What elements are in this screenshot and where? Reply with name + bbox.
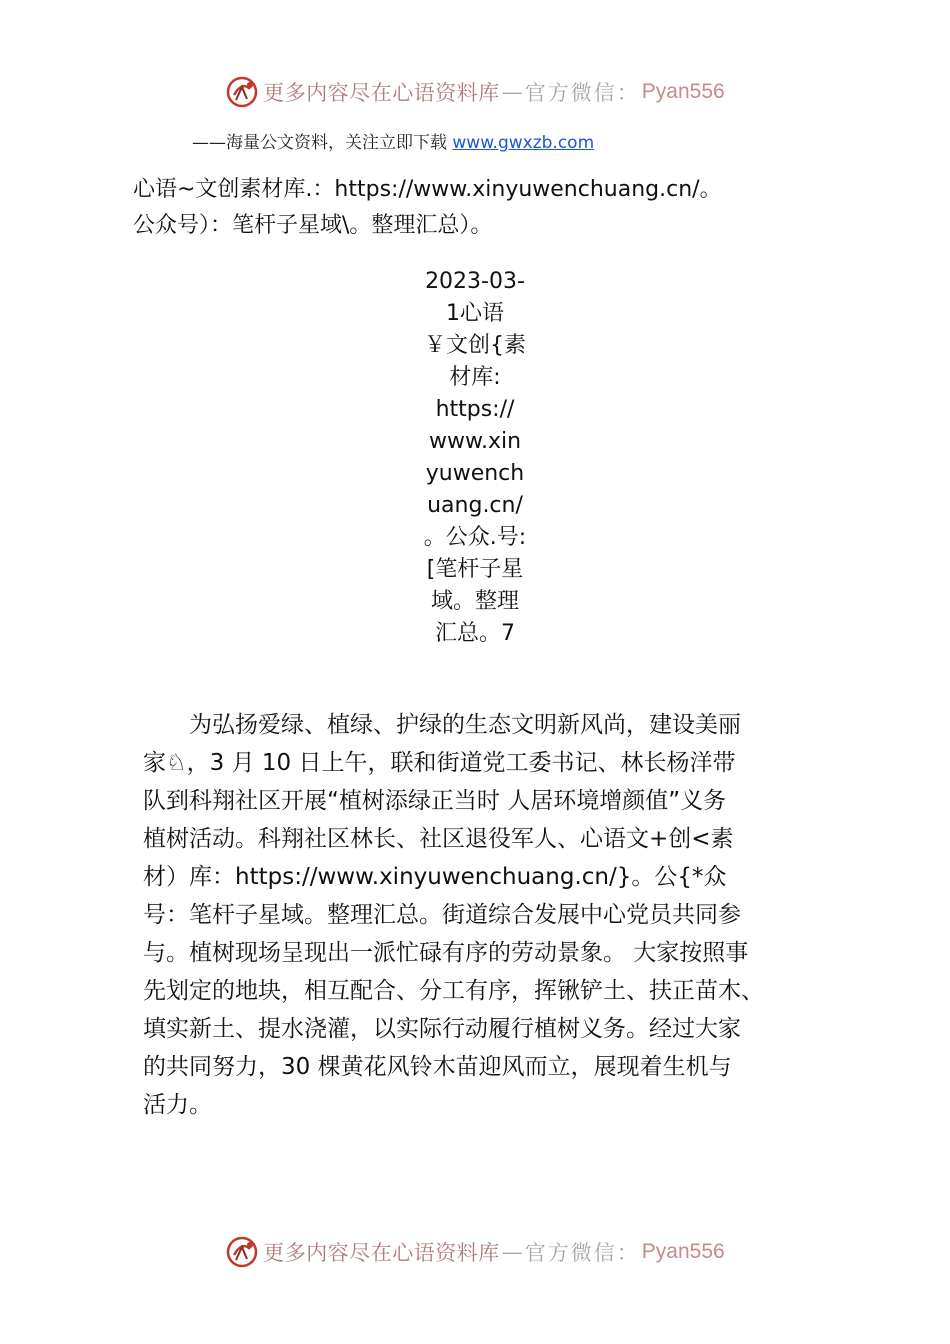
- document-title: [405, 266, 545, 650]
- intro-block: [133, 172, 833, 244]
- title-line: [笔杆子星: [426, 557, 524, 582]
- body-line: 家♘，3 月 10 日上午，联和街道党工委书记、林长杨洋带: [143, 750, 736, 776]
- intro-line: 心语~文创素材库.：https://www.xinyuwenchuang.cn/。: [133, 177, 722, 202]
- title-line: 。公众.号:: [423, 525, 527, 550]
- footer-banner: [0, 1232, 950, 1272]
- subline-text: ——海量公文资料，关注立即下载: [192, 133, 453, 153]
- brand-logo-icon: [225, 1235, 259, 1269]
- body-line: 的共同努力，30 棵黄花风铃木苗迎风而立，展现着生机与: [143, 1054, 732, 1080]
- banner-official-label: 官方微信：: [524, 1241, 640, 1265]
- title-line: 材库:: [449, 365, 501, 390]
- title-line: 域。整理: [430, 589, 519, 614]
- body-line: 先划定的地块，相互配合、分工有序，挥锹铲土、扶正苗木、: [143, 978, 764, 1004]
- title-line: 1心语: [446, 301, 504, 326]
- banner-brand-text: 更多内容尽在心语资料库: [263, 81, 500, 105]
- title-line: www.xin: [428, 429, 522, 454]
- title-line: 汇总。7: [435, 621, 515, 646]
- body-line: 材）库：https://www.xinyuwenchuang.cn/}。公{*众: [143, 864, 727, 890]
- body-line: 活力。: [143, 1092, 212, 1118]
- banner-official-label: 官方微信：: [524, 81, 640, 105]
- banner-wechat-id: Pyan556: [641, 80, 725, 103]
- banner-dash: —: [501, 80, 523, 104]
- body-line: 植树活动。科翔社区林长、社区退役军人、心语文+创<素: [143, 826, 734, 852]
- header-banner: [0, 72, 950, 112]
- banner-wechat-id: Pyan556: [641, 1240, 725, 1263]
- title-line: yuwench: [425, 461, 525, 486]
- brand-logo-icon: [225, 75, 259, 109]
- title-line: 2023-03-: [425, 269, 525, 294]
- banner-brand-text: 更多内容尽在心语资料库: [263, 1241, 500, 1265]
- body-paragraph: [143, 706, 823, 1124]
- body-line: 号：笔杆子星域。整理汇总。街道综合发展中心党员共同参: [143, 902, 741, 928]
- title-line: ￥文创{素: [424, 333, 526, 358]
- body-line: 填实新土、提水浇灌，以实际行动履行植树义务。经过大家: [143, 1016, 741, 1042]
- title-line: uang.cn/: [427, 493, 523, 518]
- body-line: 与。植树现场呈现出一派忙碌有序的劳动景象。 大家按照事: [143, 940, 749, 966]
- site-link[interactable]: www.gwxzb.com: [452, 133, 595, 153]
- title-line: https://: [435, 397, 515, 422]
- banner-dash: —: [501, 1240, 523, 1264]
- body-line: 为弘扬爱绿、植绿、护绿的生态文明新风尚，建设美丽: [143, 712, 741, 738]
- intro-line: 公众号）：笔杆子星域\。整理汇总）。: [133, 213, 493, 238]
- download-subline: [192, 128, 594, 153]
- body-line: 队到科翔社区开展“植树添绿正当时 人居环境增颜值”义务: [143, 788, 727, 814]
